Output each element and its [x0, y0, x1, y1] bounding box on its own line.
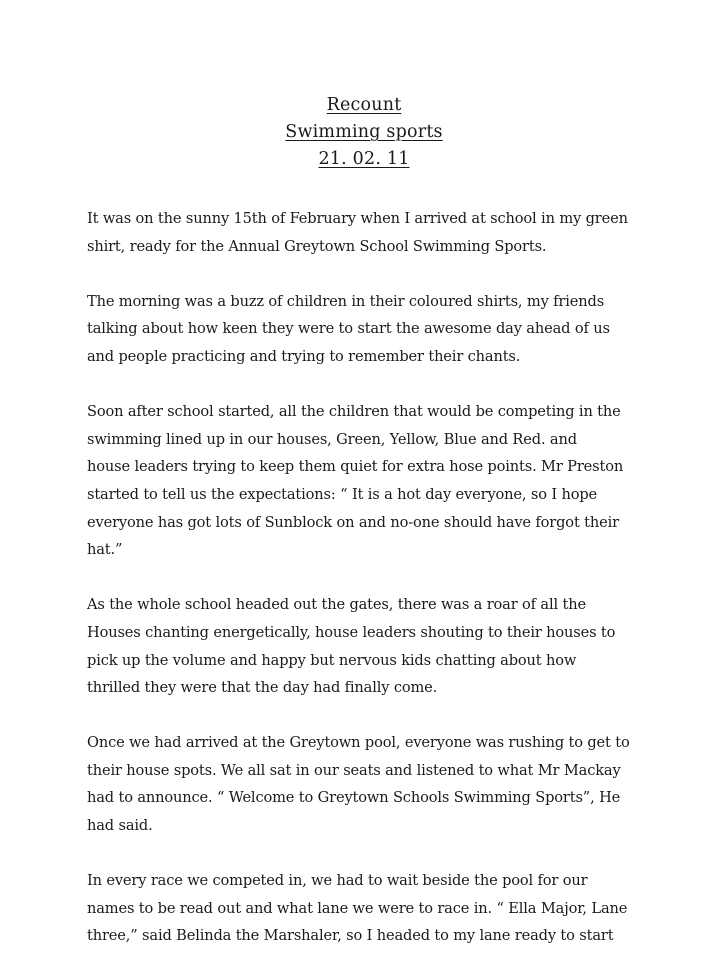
paragraph: Soon after school started, all the children that would be competing in the swimming lined up in our houses, Green, Yellow, Blue and Red. and house leaders trying to keep them quiet for extra hose points. Mr Preston started to tell us the expectations: “ It is a hot day everyone, so I hope everyone has got lots of Sunblock on and no-one should have forgot their hat.” [87, 403, 624, 559]
document-subtitle: Swimming sports [285, 122, 443, 142]
title-block [0, 92, 728, 173]
document-body [87, 205, 647, 978]
document-title: Recount [326, 95, 402, 115]
document-date: 21. 02. 11 [318, 149, 410, 169]
paragraph: Once we had arrived at the Greytown pool, everyone was rushing to get to their house spots. We all sat in our seats and listened to what Mr Mackay had to announce. “ Welcome to Greytown Schools Swimming Sports”, He had said. [87, 734, 630, 835]
paragraph: As the whole school headed out the gates, there was a roar of all the Houses chanting energetically, house leaders shouting to their houses to pick up the volume and happy but nervous kids chatting about how thrilled they were that the day had finally come. [87, 596, 616, 697]
paragraph: The morning was a buzz of children in their coloured shirts, my friends talking about how keen they were to start the awesome day ahead of us and people practicing and trying to remember their chants. [87, 292, 610, 365]
paragraph: In every race we competed in, we had to wait beside the pool for our names to be read out and what lane we were to race in. “ Ella Major, Lane three,” said Belinda the Marshaler, so I headed to my lane ready to start [87, 872, 628, 945]
paragraph: It was on the sunny 15th of February when I arrived at school in my green shirt, ready for the Annual Greytown School Swimming Sports. [87, 210, 628, 255]
